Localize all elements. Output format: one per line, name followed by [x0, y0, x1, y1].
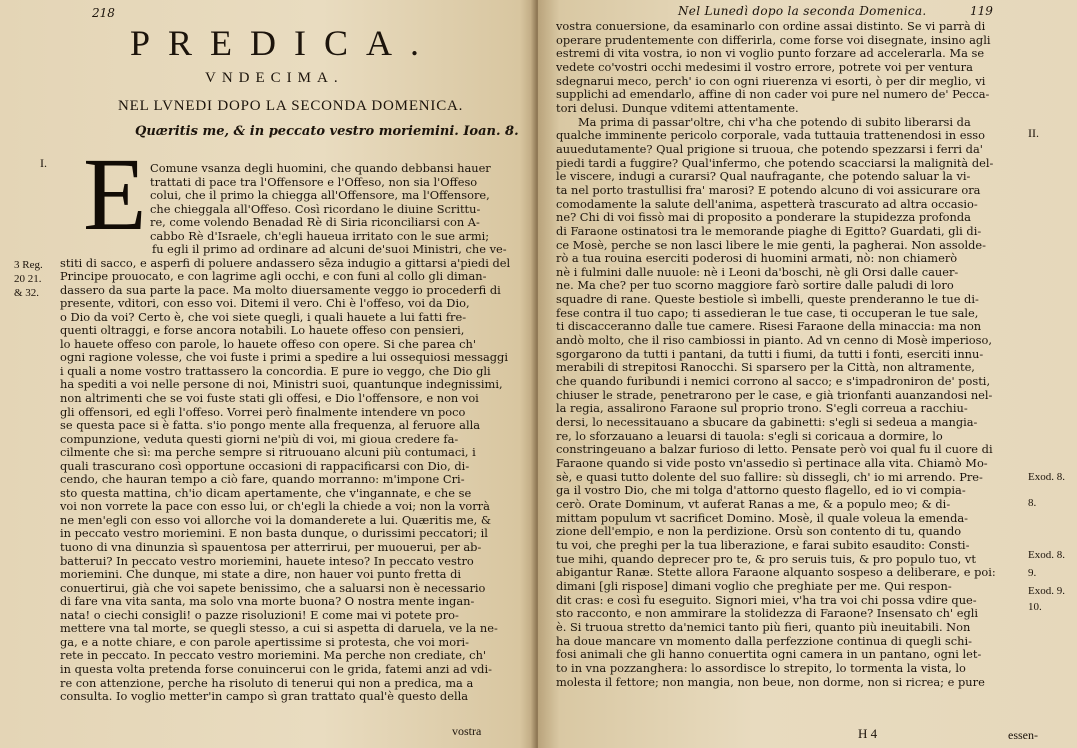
text-line: conuertirui, già che voi sapete benissimo, che a saluarsi non è necessario — [60, 581, 486, 595]
text-line: ne? Chi di voi fissò mai di proposito a ponderare la stupidezza profonda — [556, 211, 971, 225]
text-line: voi non vorrete la pace con esso lui, or ch'egli la chiede a voi; non la vorrà — [60, 500, 490, 514]
text-line: trattati di pace tra l'Offensore e l'Offeso, non sia l'Offeso — [150, 175, 478, 189]
text-line: supplichi ad emendarlo, affine di non cader voi pure nel numero de' Pecca- — [556, 88, 990, 102]
text-line: ce Mosè, perche se non lasci libere le mie genti, la pagherai. Non assolde- — [556, 238, 986, 252]
text-line: zione dell'empio, e non la perdizione. Orsù son contento di tu, quando — [556, 525, 962, 539]
text-line: nè i fulmini dalle nuuole: nè i Leoni da'boschi, nè gli Orsi dalle cauer- — [556, 265, 959, 279]
catchword: vostra — [452, 724, 482, 738]
text-line: mettere vna tal morte, se quegli stesso, a cui si aspetta di daruela, ve la ne- — [60, 622, 498, 636]
text-line: cabbo Rè d'Israele, ch'egli haueua irritato con le sue armi; — [150, 229, 490, 243]
text-line: consulta. Io voglio metter'in campo sì gran trattato qual'è questo della — [60, 690, 469, 704]
text-line: di Faraone ostinatosi tra le memorande piaghe di Egitto? Guardati, gli di- — [556, 224, 982, 238]
text-line: di fare vna vita santa, ma solo vna morte buona? O nostra mente ingan- — [60, 595, 475, 609]
text-line: dassero da sua parte la pace. Ma molto diuersamente veggo io procederfi di — [60, 283, 501, 297]
text-line: sdegnarui meco, perch' io con ogni riuerenza vi esorti, ò per dir meglio, vi — [556, 74, 986, 88]
margin-note: Exod. 8. — [1028, 549, 1065, 561]
right-page-number: 119 — [970, 4, 993, 18]
text-line: colui, che il primo la chiegga all'Offensore, ma l'Offensore, — [150, 189, 490, 203]
catchword: essen- — [1008, 728, 1038, 742]
text-line: tuono di vna dinunzia sì spauentosa per atterrirui, per muouerui, per ab- — [60, 541, 482, 555]
text-line: dersi, lo necessitauano a sbucare da gabinetti: s'egli si sedeua a mangia- — [556, 416, 978, 430]
text-line: batterui? In peccato vestro moriemini, hauete inteso? In peccato vestro — [60, 554, 474, 568]
margin-note: 8. — [1028, 497, 1037, 509]
body-text — [60, 243, 522, 704]
text-line: fosi animali che gli hanno conuertita ogni camera in un pantano, ogni let- — [556, 648, 982, 662]
text-line: auuedutamente? Qual prigione si truoua, che potendo spezzarsi i ferri da' — [556, 142, 983, 156]
text-line: Faraone quando si vide posto vn'assedio sì pertinace alla vita. Chiamò Mo- — [556, 457, 988, 470]
text-line: piedi tardi a fuggire? Qual'infermo, che potendo scacciarsi la malignità del- — [556, 156, 994, 170]
margin-note: 3 Reg. — [14, 259, 43, 271]
text-line: quali trascurano così opportune occasioni di rappacificarsi con Dio, di- — [60, 459, 470, 473]
text-line: operare prudentemente con differirla, come forse voi disegnate, insino agli — [556, 33, 991, 47]
epigraph: Quæritis me, & in peccato vestro moriemini. Ioan. 8. — [135, 124, 519, 139]
text-line: o Dio da voi? Certo è, che voi siete quegli, i quali hauete a lui fatti fre- — [60, 310, 467, 324]
sermon-number: VNDECIMA. — [205, 70, 344, 86]
text-line: ne. Ma che? per tuo scorno maggiore farò sortire dalle paludi di loro — [556, 279, 954, 293]
text-line: gli offensori, ed egli l'offeso. Vorrei però finalmente intendere vn poco — [60, 405, 466, 419]
text-line: merabili di strepitosi Ranocchi. Si sparsero per la Città, non altramente, — [556, 361, 975, 375]
text-line: ga, e a notte chiare, e con parole apertissime si protesta, che voi mori- — [60, 635, 470, 649]
text-line: dit cras: e così fu eseguito. Signori miei, v'ha tra voi chi possa vdire que- — [556, 593, 977, 607]
text-line: to in vna pozzanghera: lo assordisce lo strepito, lo tormenta la vista, lo — [556, 661, 966, 675]
section-number: I. — [40, 156, 47, 170]
text-line: i quali a nome vostro trattassero la concordia. E pure io veggo, che Dio gli — [60, 364, 491, 378]
margin-note: 10. — [1028, 601, 1042, 613]
text-line: squadre di rane. Queste bestiole sì imbelli, queste prenderanno le tue di- — [556, 293, 979, 307]
text-line: re, come volendo Benadad Rè di Siria riconciliarsi con A- — [150, 216, 480, 230]
body-text-indented — [150, 162, 520, 243]
text-line: rò a tua rouina eserciti poderosi di huomini armati, nò: non chiamerò — [556, 252, 958, 266]
margin-note: 9. — [1028, 567, 1037, 579]
text-line: comodamente la salute dell'anima, aspetterà trascurato ad altra occasio- — [556, 197, 978, 211]
text-line: ha spediti a voi nelle persone di noi, Ministri suoi, quantunque indegnissimi, — [60, 378, 503, 392]
text-line: moriemini. Che dunque, mi state a dire, non hauer voi punto fretta di — [60, 568, 462, 582]
text-line: constringeuano a balzar furioso di letto. Pensate però voi qual fu il cuore di — [556, 443, 993, 457]
text-line: sgorgarono da tutti i pantani, da tutti i fiumi, da tutti i fonti, eserciti innu- — [556, 347, 984, 361]
text-line: che chieggala all'Offeso. Così ricordano le diuine Scrittu- — [150, 202, 481, 216]
text-line: ga il vostro Dio, che mi tolga d'attorno questo flagello, ed io vi compia- — [556, 484, 966, 498]
text-line: rete in peccato. In peccato vestro moriemini. Ma perche non crediate, ch' — [60, 649, 487, 663]
margin-note: 20 21. — [14, 273, 42, 285]
text-line: che quando furibundi i nemici corrono al sacco; e s'impadroniron de' posti, — [556, 375, 991, 389]
sermon-title: PREDICA. — [130, 23, 438, 63]
text-line: fu egli il primo ad ordinare ad alcuni de'suoi Ministri, che ve- — [152, 243, 507, 256]
signature-mark: H 4 — [858, 726, 878, 741]
text-line: le viscere, indugi a curarsi? Qual naufragante, che potendo saluar la vi- — [556, 170, 971, 184]
text-line: la regia, assalirono Faraone sul proprio trono. S'egli correua a racchiu- — [556, 402, 968, 416]
drop-cap: E — [83, 137, 147, 252]
text-line: chiuser le strade, penetrarono per le case, e già trionfanti auanzandosi nel- — [556, 388, 993, 402]
text-line: qualche imminente pericolo corporale, vada tuttauia trattenendosi in esso — [556, 129, 986, 143]
text-line: lo hauete offeso con parole, lo hauete offeso con opere. Si che parea ch' — [60, 337, 476, 351]
left-page — [0, 0, 536, 748]
text-line: nata! o ciechi consigli! o pazze risoluzioni! E come mai vi potete pro- — [60, 608, 459, 622]
text-line: mittam populum vt sacrificet Domino. Mosè, il quale voleua la emenda- — [556, 511, 969, 525]
text-line: se questa pace si è fatta. s'io pongo mente alla frequenza, al feruore alla — [60, 419, 481, 433]
text-line: Ma prima di passar'oltre, chi v'ha che potendo di subito liberarsi da — [578, 115, 971, 129]
margin-note: Exod. 9. — [1028, 585, 1065, 597]
right-page — [538, 0, 1077, 748]
text-line: tu voi, che preghi per la tua liberazione, e farai subito esaudito: Consti- — [556, 538, 970, 552]
text-line: sto racconto, e non ammirare la stolidezza di Faraone? Insensato ch' egli — [556, 607, 979, 621]
running-head: Nel Lunedì dopo la seconda Domenica. — [678, 4, 927, 18]
text-line: non altrimenti che se voi fuste stati gli offesi, e Dio l'offensore, e non voi — [60, 392, 479, 406]
text-line: quenti oltraggi, e forse ancora notabili. Lo hauete offeso con pensieri, — [60, 324, 465, 338]
text-line: Comune vsanza degli huomini, che quando debbansi hauer — [150, 162, 491, 175]
text-line: andò molto, che il riso cambiossi in pianto. Ad vn cenno di Mosè imperioso, — [556, 334, 992, 348]
text-line: Principe prouocato, e con lagrime agli occhi, e con funi al collo gli diman- — [60, 270, 487, 284]
text-line: estremi di vita vostra, io non vi voglio punto forzare ad accelerarla. Ma se — [556, 47, 985, 61]
text-line: tue mihi, quando deprecer pro te, & pro seruis tuis, & pro populo tuo, vt — [556, 552, 976, 566]
text-line: ne men'egli con esso voi allorche voi la domanderete a lui. Quæritis me, & — [60, 513, 491, 527]
margin-note: & 32. — [14, 287, 40, 299]
text-line: sè, e quasi tutto dolente del suo fallire: sù dissegli, ch' io mi arrendo. Pre- — [556, 470, 983, 484]
body-text — [556, 20, 1022, 689]
text-line: molesta il fettore; non mangia, non beue, non dorme, non si ricrea; e pure — [556, 675, 985, 689]
text-line: re con attenzione, perche ha risoluto di tenerui qui non a predica, ma a — [60, 676, 474, 690]
text-line: stiti di sacco, e asperfi di poluere andassero sēza indugio a gittarsi a'piedi del — [60, 256, 511, 270]
text-line: tori delusi. Dunque vditemi attentamente. — [556, 101, 799, 115]
text-line: cendo, che hauran tempo a ciò fare, quando morranno: m'impone Cri- — [60, 473, 465, 487]
margin-note: Exod. 8. — [1028, 471, 1065, 483]
section-number: II. — [1028, 126, 1039, 140]
text-line: cilmente che sì: ma perche sempre si ritruouano alcuni più contumaci, i — [60, 446, 476, 460]
text-line: dimani [gli rispose] dimani voglio che preghiate per me. Qui respon- — [556, 579, 952, 593]
text-line: compunzione, veduta questi giorni ne'più di voi, mi gioua credere fa- — [60, 432, 459, 446]
left-page-number: 218 — [92, 6, 115, 20]
text-line: ta nel porto trastullisi fra' marosi? E potendo alcuno di voi assicurare ora — [556, 183, 981, 197]
text-line: ogni ragione volesse, che voi fuste i primi a spedire a lui ossequiosi messaggi — [60, 351, 508, 365]
text-line: fese contra il tuo capo; ti assedieran le tue case, ti occuperan le tue sale, — [556, 306, 979, 320]
text-line: in peccato vestro moriemini. E non basta dunque, o durissimi peccatori; il — [60, 527, 488, 541]
text-line: è. Si truoua stretto da'nemici tanto più fieri, quanto più ineuitabili. Non — [556, 620, 971, 634]
text-line: presente, vditori, con esso voi. Ditemi il vero. Chi è l'offeso, voi da Dio, — [60, 297, 470, 311]
sermon-occasion: NEL LVNEDI DOPO LA SECONDA DOMENICA. — [118, 98, 464, 114]
text-line: vedete co'vostri occhi medesimi il vostro errore, potrete voi per ventura — [556, 60, 973, 74]
text-line: re, lo sforzauano a leuarsi di tauola: s'egli si coricaua a dormire, lo — [556, 429, 943, 443]
text-line: sto questa mattina, ch'io dicam apertamente, che v'ingannate, e che se — [60, 486, 472, 500]
text-line: abigantur Ranæ. Stette allora Faraone alquanto sospeso a deliberare, e poi: — [556, 566, 996, 580]
text-line: ha doue mancare vn momento dalla perfezzione continua di quegli schi- — [556, 634, 972, 648]
text-line: in questa volta pretenda forse conuincerui con le grida, fatemi anzi ad vdi- — [60, 662, 492, 676]
text-line: cerò. Orate Dominum, vt auferat Ranas a me, & a populo meo; & di- — [556, 497, 951, 511]
text-line: vostra conuersione, da esaminarlo con ordine assai distinto. Se vi parrà di — [556, 20, 986, 33]
text-line: ti discacceranno dalle tue camere. Risesi Faraone della minaccia: ma non — [556, 320, 982, 334]
